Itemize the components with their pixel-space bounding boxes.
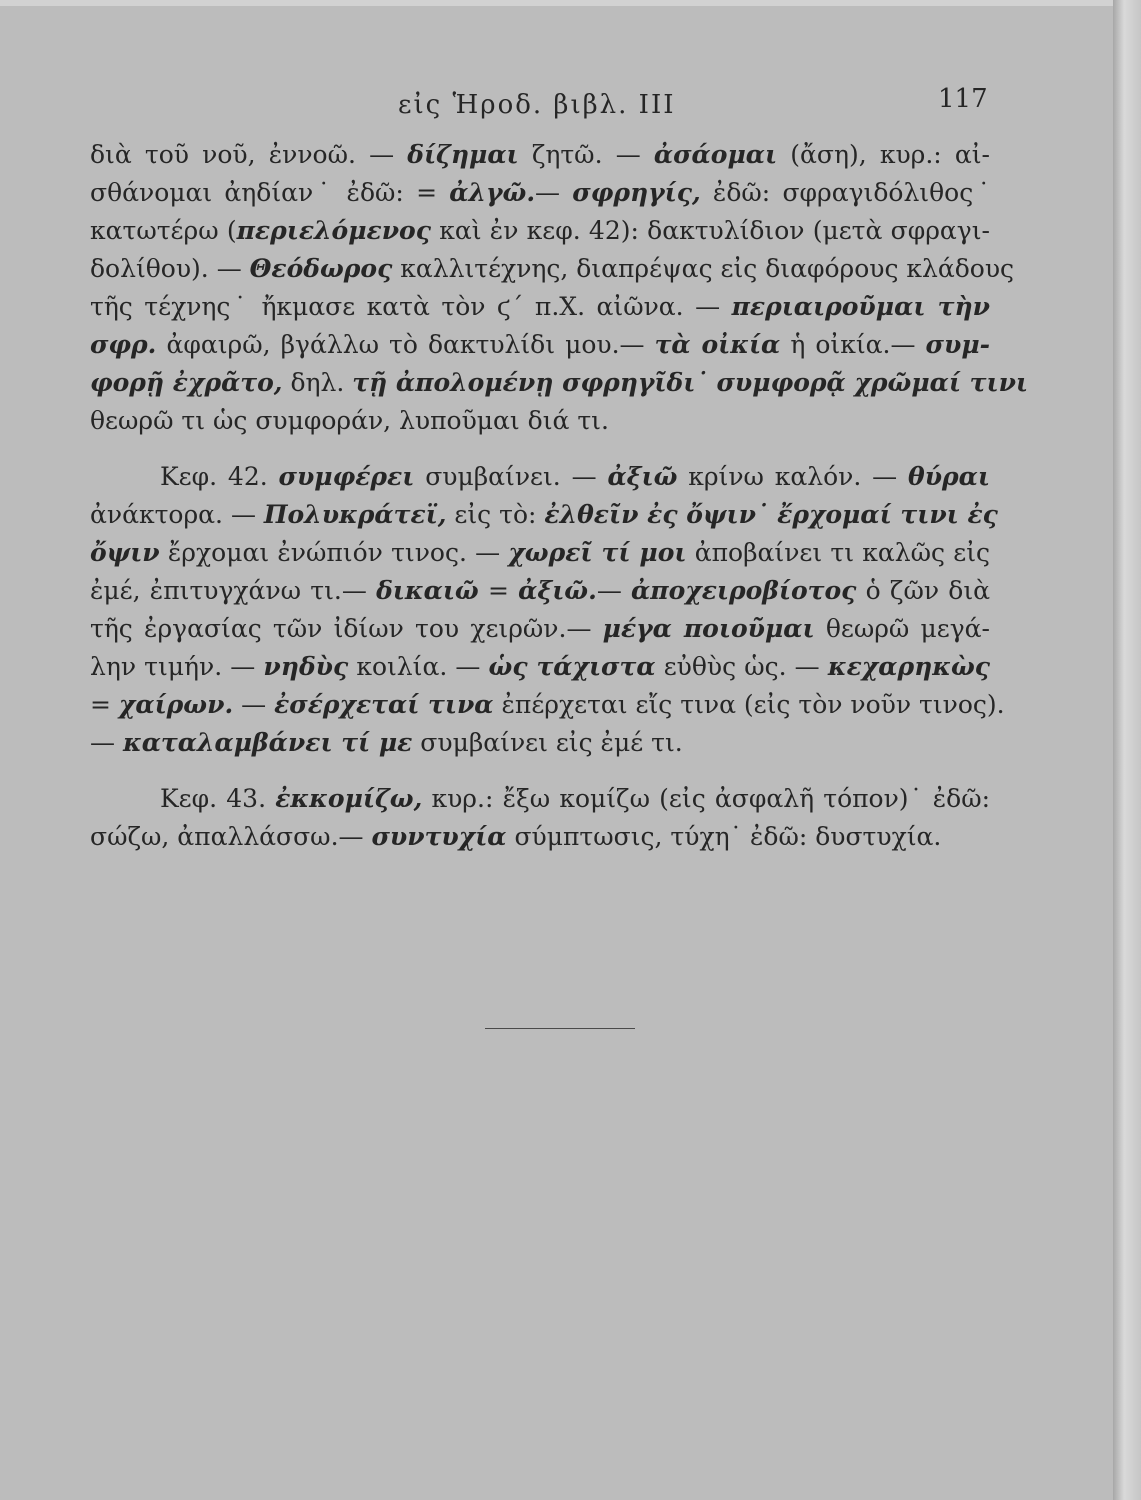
text-line	[90, 614, 990, 644]
gloss-text: σώζω, ἀπαλλάσσω.—	[90, 822, 372, 851]
text-line	[90, 330, 990, 360]
page-right-edge	[1113, 0, 1141, 1500]
lemma: τὰ οἰκία	[654, 330, 781, 359]
gloss-text: ἀποβαίνει τι καλῶς εἰς	[686, 538, 990, 567]
gloss-text: ἐμέ, ἐπιτυγχάνω τι.—	[90, 576, 377, 605]
gloss-text: ἔρχομαι ἐνώπιόν τινος. —	[159, 538, 509, 567]
page-number: 117	[938, 84, 988, 114]
gloss-text: θεωρῶ μεγά-	[814, 614, 991, 643]
gloss-text: δολίθου). —	[90, 254, 250, 283]
text-line	[90, 178, 990, 208]
gloss-text: τῆς ἐργασίας τῶν ἰδίων του χειρῶν.—	[90, 614, 603, 643]
lemma: ἀξιῶ.	[518, 576, 597, 605]
gloss-text: κυρ.: ἔξω κομίζω (εἰς ἀσφαλῆ τόπον)˙ ἐδῶ:	[422, 784, 991, 813]
lemma: σφρ.	[90, 330, 157, 359]
gloss-text: κρίνω καλόν. —	[677, 462, 909, 491]
text-line	[90, 652, 990, 682]
gloss-text: τῆς τέχνης˙ ἤκμασε κατὰ τὸν ϛ΄ π.Χ. αἰῶνα. —	[90, 292, 732, 321]
gloss-text: ἀνάκτορα. —	[90, 500, 264, 529]
gloss-text: σύμπτωσις, τύχη˙ ἐδῶ: δυστυχία.	[506, 822, 942, 851]
text-line	[90, 406, 990, 436]
lemma: ὄψιν	[90, 538, 160, 567]
lemma: Πολυκράτεϊ,	[263, 500, 447, 529]
gloss-text: =	[90, 690, 119, 719]
gloss-text: ὁ ζῶν διὰ	[856, 576, 991, 605]
gloss-text: συμβαίνει. —	[414, 462, 608, 491]
gloss-text: ἀφαιρῶ, βγάλλω τὸ δακτυλίδι μου.—	[156, 330, 655, 359]
lemma: ἀσάομαι	[653, 140, 778, 169]
text-line	[90, 368, 1029, 398]
lemma: ὡς τάχιστα	[488, 652, 656, 681]
lemma: χωρεῖ τί μοι	[508, 538, 687, 567]
lemma: περιαιροῦμαι τὴν	[731, 292, 990, 321]
section-rule	[485, 1028, 635, 1029]
running-head: εἰς Ἡροδ. βιβλ. III	[398, 90, 676, 120]
text-line	[90, 254, 1015, 284]
gloss-text: σθάνομαι ἀηδίαν˙ ἐδῶ: =	[90, 178, 450, 207]
text-line	[90, 690, 1005, 720]
text-line	[160, 462, 990, 492]
text-line	[90, 500, 998, 530]
lemma: δικαιῶ	[376, 576, 479, 605]
gloss-text: —	[596, 576, 632, 605]
text-line	[90, 140, 990, 170]
gloss-text: εὐθὺς ὡς. —	[655, 652, 828, 681]
text-line	[160, 784, 990, 814]
page-top-edge	[0, 0, 1141, 6]
lemma: κεχαρηκὼς	[827, 652, 991, 681]
lemma: συντυχία	[371, 822, 507, 851]
gloss-text: καὶ ἐν κεφ. 42): δακτυλίδιον (μετὰ σφραγι-	[430, 216, 990, 245]
lemma: συμφέρει	[278, 462, 415, 491]
lemma: χαίρων.	[118, 690, 234, 719]
text-line	[90, 728, 990, 758]
gloss-text: κοιλία. —	[348, 652, 489, 681]
gloss-text: κατωτέρω (	[90, 216, 237, 245]
gloss-text: εἰς τὸ:	[446, 500, 545, 529]
lemma: μέγα ποιοῦμαι	[602, 614, 815, 643]
lemma: ἀποχειροβίοτος	[631, 576, 857, 605]
lemma: Θεόδωρος	[249, 254, 393, 283]
lemma: φορῇ ἐχρᾶτο,	[90, 368, 283, 397]
gloss-text: δηλ.	[282, 368, 353, 397]
gloss-text: —	[90, 728, 123, 757]
gloss-text: —	[233, 690, 275, 719]
lemma: τῇ ἀπολομένῃ σφρηγῖδι˙ συμφορᾷ χρῶμαί τινι	[352, 368, 1029, 397]
gloss-text: ἐπέρχεται εἴς τινα (εἰς τὸν νοῦν τινος).	[493, 690, 1005, 719]
gloss-text: (ἄση), κυρ.: αἰ-	[777, 140, 991, 169]
gloss-text: λην τιμήν. —	[90, 652, 264, 681]
lemma: ἐκκομίζω,	[275, 784, 423, 813]
gloss-text: ζητῶ. —	[518, 140, 654, 169]
gloss-text: ἡ οἰκία.—	[780, 330, 926, 359]
lemma: σφρηγίς,	[572, 178, 701, 207]
gloss-text: Κεφ. 42.	[160, 462, 279, 491]
gloss-text: =	[478, 576, 519, 605]
gloss-text: καλλιτέχνης, διαπρέψας εἰς διαφόρους κλάδους	[392, 254, 1015, 283]
lemma: συμ-	[925, 330, 990, 359]
lemma: ἀξιῶ	[607, 462, 678, 491]
lemma: περιελόμενος	[236, 216, 431, 245]
lemma: καταλαμβάνει τί με	[122, 728, 413, 757]
lemma: δίζημαι	[407, 140, 519, 169]
gloss-text: ἐδῶ: σφραγιδόλιθος˙	[700, 178, 990, 207]
lemma: ἀλγῶ.	[449, 178, 536, 207]
text-line	[90, 292, 990, 322]
gloss-text: συμβαίνει εἰς ἐμέ τι.	[412, 728, 683, 757]
gloss-text: θεωρῶ τι ὡς συμφοράν, λυποῦμαι διά τι.	[90, 406, 609, 435]
lemma: θύραι	[908, 462, 991, 491]
gloss-text: Κεφ. 43.	[160, 784, 276, 813]
gloss-text: —	[535, 178, 573, 207]
text-line	[90, 576, 990, 606]
text-line	[90, 538, 990, 568]
lemma: νηδὺς	[263, 652, 349, 681]
gloss-text: διὰ τοῦ νοῦ, ἐννοῶ. —	[90, 140, 408, 169]
lemma: ἐλθεῖν ἐς ὄψιν˙ ἔρχομαί τινι ἐς	[544, 500, 998, 529]
text-line	[90, 822, 990, 852]
text-line	[90, 216, 990, 246]
lemma: ἐσέρχεταί τινα	[274, 690, 494, 719]
